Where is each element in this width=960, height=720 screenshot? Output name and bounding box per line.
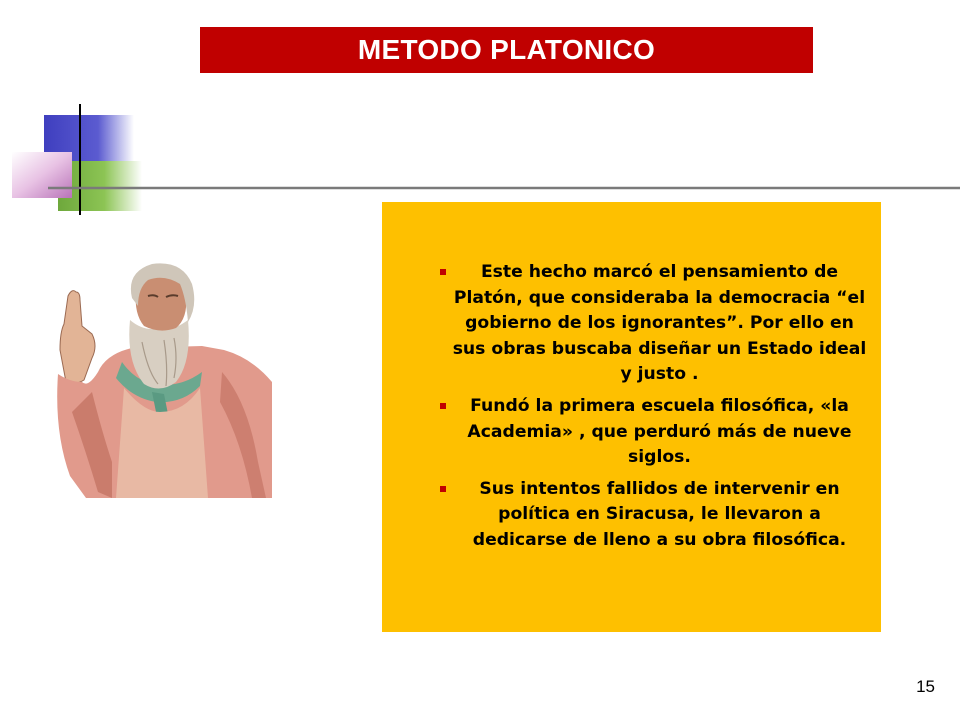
plato-portrait bbox=[52, 262, 272, 498]
page-number: 15 bbox=[916, 677, 935, 696]
slide-title: METODO PLATONICO bbox=[357, 34, 656, 65]
square-bullet-icon bbox=[440, 403, 446, 409]
square-bullet-icon bbox=[440, 486, 446, 492]
list-item bbox=[440, 260, 867, 388]
list-item bbox=[440, 394, 867, 471]
corner-decoration bbox=[0, 0, 960, 230]
deco-pink-square bbox=[12, 152, 72, 198]
bullet-text: Este hecho marcó el pensamiento de Platón, que consideraba la democracia “el gobierno de los ignorantes”. Por ello en sus obras buscaba diseñar un Estado ideal y justo . bbox=[452, 262, 867, 385]
bullet-text: Sus intentos fallidos de intervenir en política en Siracusa, le llevaron a dedicarse de lleno a su obra filosófica. bbox=[472, 478, 847, 550]
bullet-text: Fundó la primera escuela filosófica, «la Academia» , que perduró más de nueve siglos. bbox=[467, 395, 852, 468]
list-item bbox=[440, 477, 867, 554]
bullet-list bbox=[440, 260, 867, 554]
square-bullet-icon bbox=[440, 269, 446, 275]
content-box bbox=[382, 202, 881, 632]
